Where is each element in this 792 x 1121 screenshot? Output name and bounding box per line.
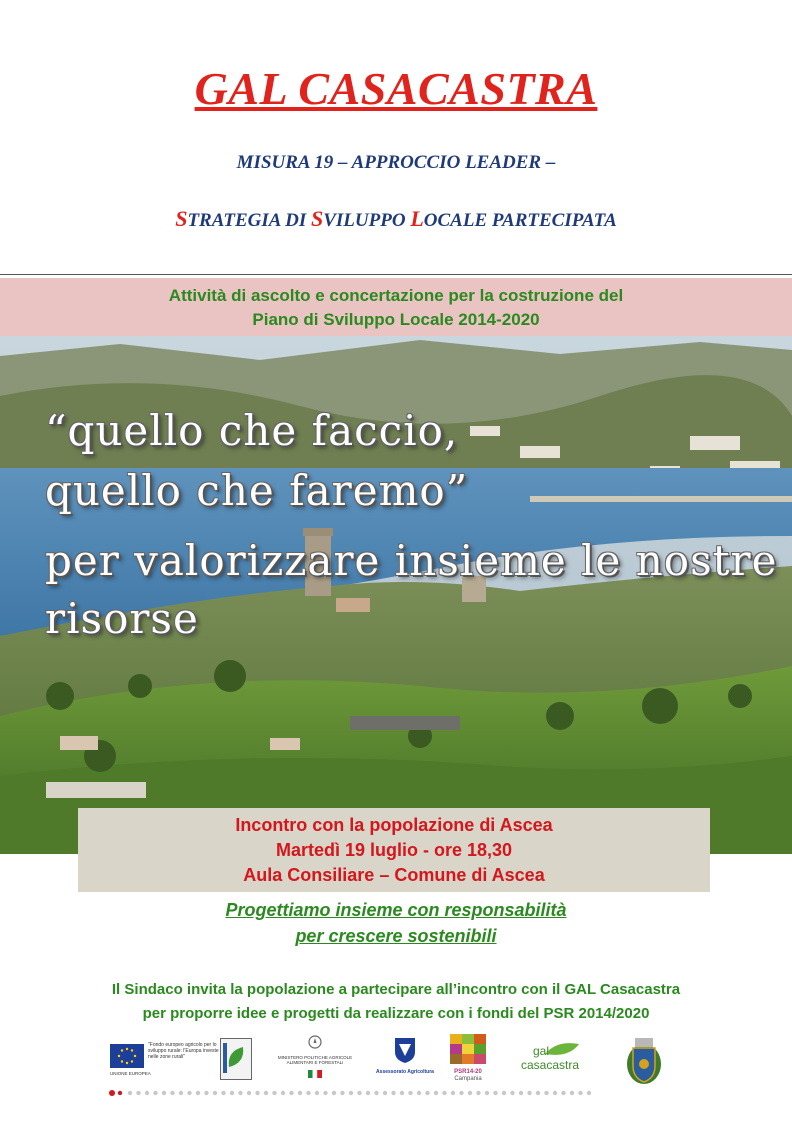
decorative-dot: [374, 1091, 378, 1095]
decorative-dot: [323, 1091, 327, 1095]
psr-mosaic-icon: [450, 1034, 486, 1064]
quote-line-4: risorse: [45, 594, 199, 643]
decorative-dot: [493, 1091, 497, 1095]
decorative-dot: [451, 1091, 455, 1095]
decorative-dot: [128, 1091, 132, 1095]
italy-flag-icon: [308, 1070, 322, 1078]
invite-line-1: Il Sindaco invita la popolazione a partecipare all’incontro con il GAL Casacastra: [111, 981, 681, 998]
decorative-dot: [383, 1091, 387, 1095]
decorative-dot: [570, 1091, 574, 1095]
psr-label-top: PSR14-20: [454, 1069, 482, 1075]
strategy-cap-s2: S: [310, 206, 324, 231]
decorative-dot: [400, 1091, 404, 1095]
strategy-cap-l: L: [410, 206, 424, 231]
meeting-line-2: Martedì 19 luglio - ore 18,30: [275, 840, 513, 860]
activity-line-2: Piano di Sviluppo Locale 2014-2020: [252, 310, 540, 329]
decorative-dot: [264, 1091, 268, 1095]
decorative-dot: [247, 1091, 251, 1095]
decorative-dot: [391, 1091, 395, 1095]
decorative-dot: [417, 1091, 421, 1095]
decorative-dot: [442, 1091, 446, 1095]
decorative-dot: [153, 1091, 157, 1095]
decorative-dot: [357, 1091, 361, 1095]
decorative-dot: [425, 1091, 429, 1095]
strategy-rest-1: TRATEGIA DI: [187, 210, 311, 231]
decorative-dot: [187, 1091, 191, 1095]
decorative-dot: [170, 1091, 174, 1095]
decorative-dot: [272, 1091, 276, 1095]
invitation-text: [0, 978, 792, 1026]
meeting-info-box: [78, 808, 710, 892]
decorative-dot: [340, 1091, 344, 1095]
tagline-line-1: Progettiamo insieme con responsabilità: [225, 900, 567, 920]
decorative-dot: [281, 1091, 285, 1095]
region-label: Assessorato Agricoltura: [376, 1069, 434, 1075]
decorative-dot: [315, 1091, 319, 1095]
decorative-dot: [459, 1091, 463, 1095]
gal-label-bottom: casacastra: [521, 1058, 580, 1072]
crest-icon: [624, 1034, 664, 1088]
psr-logo: [448, 1034, 488, 1084]
decorative-dot: [527, 1091, 531, 1095]
decorative-dot: [349, 1091, 353, 1095]
meeting-line-1: Incontro con la popolazione di Ascea: [235, 815, 553, 835]
municipality-crest: [624, 1034, 664, 1088]
decorative-dot: [536, 1091, 540, 1095]
decorative-dot: [238, 1091, 242, 1095]
poster-title: GAL CASACASTRA: [194, 63, 598, 114]
decorative-dot: [476, 1091, 480, 1095]
decorative-dot: [255, 1091, 259, 1095]
gal-label-top: gal: [533, 1044, 550, 1058]
decorative-dot: [434, 1091, 438, 1095]
region-shield-icon: [393, 1036, 417, 1064]
tagline: [0, 897, 792, 949]
strategy-cap-s1: S: [175, 206, 188, 231]
strategy-rest-3: OCALE PARTECIPATA: [423, 210, 617, 231]
measure-subtitle: MISURA 19 – APPROCCIO LEADER –: [236, 152, 556, 173]
decorative-dot: [332, 1091, 336, 1095]
decorative-dot: [162, 1091, 166, 1095]
decorative-dot: [544, 1091, 548, 1095]
logo-strip: [110, 1034, 670, 1086]
ministry-logo: [270, 1034, 360, 1082]
activity-band: [0, 278, 792, 336]
gal-logo: [515, 1040, 595, 1084]
region-logo: [375, 1036, 435, 1082]
strategy-subtitle: [0, 206, 792, 232]
decorative-dot: [298, 1091, 302, 1095]
quote-line-3: per valorizzare insieme le nostre: [45, 536, 778, 585]
decorative-dot: [502, 1091, 506, 1095]
decorative-dot: [213, 1091, 217, 1095]
decorative-dot: [468, 1091, 472, 1095]
decorative-dot: [553, 1091, 557, 1095]
decorative-dot: [366, 1091, 370, 1095]
divider-line: [0, 274, 792, 275]
decorative-dot: [408, 1091, 412, 1095]
leader-logo: [220, 1038, 252, 1080]
invite-line-2: per proporre idee e progetti da realizzare con i fondi del PSR 2014/2020: [142, 1005, 650, 1022]
decorative-dot: [289, 1091, 293, 1095]
decorative-dot: [230, 1091, 234, 1095]
decorative-dot: [578, 1091, 582, 1095]
ministry-label: MINISTERO POLITICHE AGRICOLE ALIMENTARI E FORESTALI: [277, 1055, 353, 1065]
emblem-icon: [305, 1034, 325, 1050]
meeting-line-3: Aula Consiliare – Comune di Ascea: [243, 865, 545, 885]
decorative-dot: [561, 1091, 565, 1095]
leaf-icon: [221, 1039, 251, 1079]
decorative-dot: [306, 1091, 310, 1095]
eu-label: UNIONE EUROPEA: [110, 1071, 151, 1076]
decorative-dot: [136, 1091, 140, 1095]
decorative-dot: [221, 1091, 225, 1095]
decorative-dot: [204, 1091, 208, 1095]
quote-line-1: “quello che faccio,: [45, 406, 459, 455]
eu-logo: [110, 1040, 230, 1080]
psr-label-bottom: Campania: [454, 1076, 482, 1082]
decorative-dot: [485, 1091, 489, 1095]
decorative-dot: [587, 1091, 591, 1095]
decorative-dot: [179, 1091, 183, 1095]
decorative-dot-line: [108, 1088, 598, 1098]
decorative-dot: [510, 1091, 514, 1095]
activity-line-1: Attività di ascolto e concertazione per la costruzione del: [168, 286, 624, 305]
decorative-dot: [145, 1091, 149, 1095]
decorative-dot: [196, 1091, 200, 1095]
quote-line-2: quello che faremo”: [45, 466, 469, 515]
strategy-rest-2: VILUPPO: [323, 210, 411, 231]
tagline-line-2: per crescere sostenibili: [295, 926, 497, 946]
decorative-dot: [519, 1091, 523, 1095]
eu-caption: "Fondo europeo agricolo per lo sviluppo rurale: l'Europa investe nelle zone rurali": [148, 1042, 219, 1060]
